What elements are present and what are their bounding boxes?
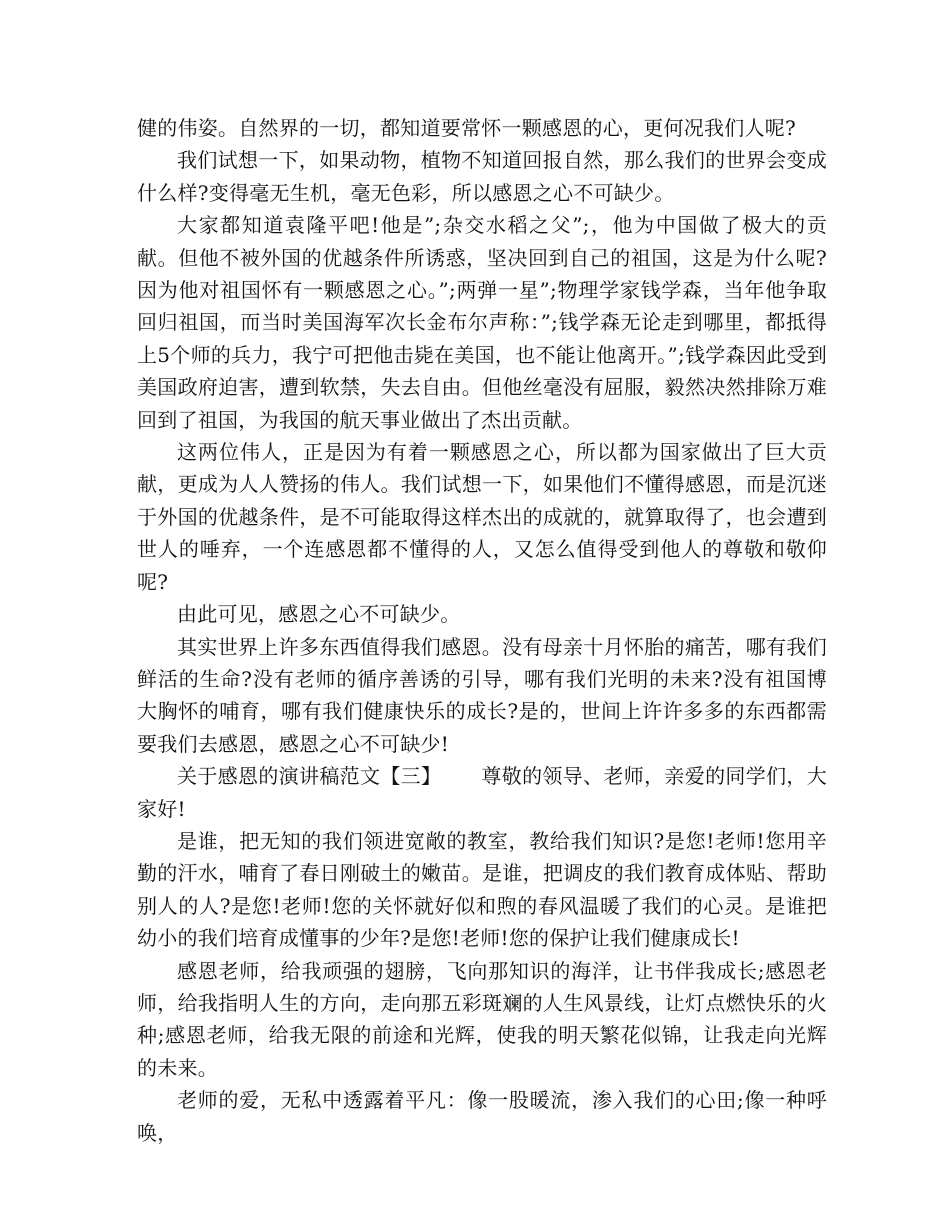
paragraph: 其实世界上许多东西值得我们感恩。没有母亲十月怀胎的痛苦，哪有我们鲜活的生命?没有老师的循序善诱的引导，哪有我们光明的未来?没有祖国博大胸怀的哺育，哪有我们健康快乐的成长?是的，世间上许许多多的东西都需要我们去感恩，感恩之心不可缺少! — [137, 634, 827, 756]
paragraph-continued: 健的伟姿。自然界的一切，都知道要常怀一颗感恩的心，更何况我们人呢? — [137, 116, 796, 140]
document-body — [137, 112, 827, 1149]
paragraph: 大家都知道袁隆平吧!他是”;杂交水稻之父”;，他为中国做了极大的贡献。但他不被外国的优越条件所诱惑，坚决回到自己的祖国，这是为什么呢?因为他对祖国怀有一颗感恩之心。”;两弹一星”;物理学家钱学森，当年他争取回归祖国，而当时美国海军次长金布尔声称：”;钱学森无论走到哪里，都抵得上5个师的兵力，我宁可把他击毙在美国，也不能让他离开。”;钱学森因此受到美国政府迫害，遭到软禁，失去自由。但他丝毫没有屈服，毅然决然排除万难回到了祖国，为我国的航天事业做出了杰出贡献。 — [137, 213, 827, 432]
paragraph: 由此可见，感恩之心不可缺少。 — [177, 602, 461, 627]
paragraph: 这两位伟人，正是因为有着一颗感恩之心，所以都为国家做出了巨大贡献，更成为人人赞扬的伟人。我们试想一下，如果他们不懂得感恩，而是沉迷于外国的优越条件，是不可能取得这样杰出的成就的，就算取得了，也会遭到世人的唾弃，一个连感恩都不懂得的人，又怎么值得受到他人的尊敬和敬仰呢? — [137, 440, 827, 594]
paragraph-truncated: 老师的爱，无私中透露着平凡：像一股暖流，渗入我们的心田;像一种呼唤， — [137, 1088, 827, 1145]
paragraph: 我们试想一下，如果动物，植物不知道回报自然，那么我们的世界会变成什么样?变得毫无生机，毫无色彩，所以感恩之心不可缺少。 — [137, 148, 827, 205]
section-heading-line — [137, 760, 827, 825]
paragraph: 感恩老师，给我顽强的翅膀，飞向那知识的海洋，让书伴我成长;感恩老师，给我指明人生的方向，走向那五彩斑斓的人生风景线，让灯点燃快乐的火种;感恩老师，给我无限的前途和光辉，使我的明天繁花似锦，让我走向光辉的未来。 — [137, 958, 827, 1080]
speech-greeting: 尊敬的领导、老师，亲爱的同学们，大家好! — [137, 764, 828, 821]
section-title: 关于感恩的演讲稿范文【三】 — [177, 764, 442, 789]
paragraph: 是谁，把无知的我们领进宽敞的教室，教给我们知识?是您!老师!您用辛勤的汗水，哺育了春日刚破土的嫩苗。是谁，把调皮的我们教育成体贴、帮助别人的人?是您!老师!您的关怀就好似和煦的春风温暖了我们的心灵。是谁把幼小的我们培育成懂事的少年?是您!老师!您的保护让我们健康成长! — [137, 828, 827, 951]
